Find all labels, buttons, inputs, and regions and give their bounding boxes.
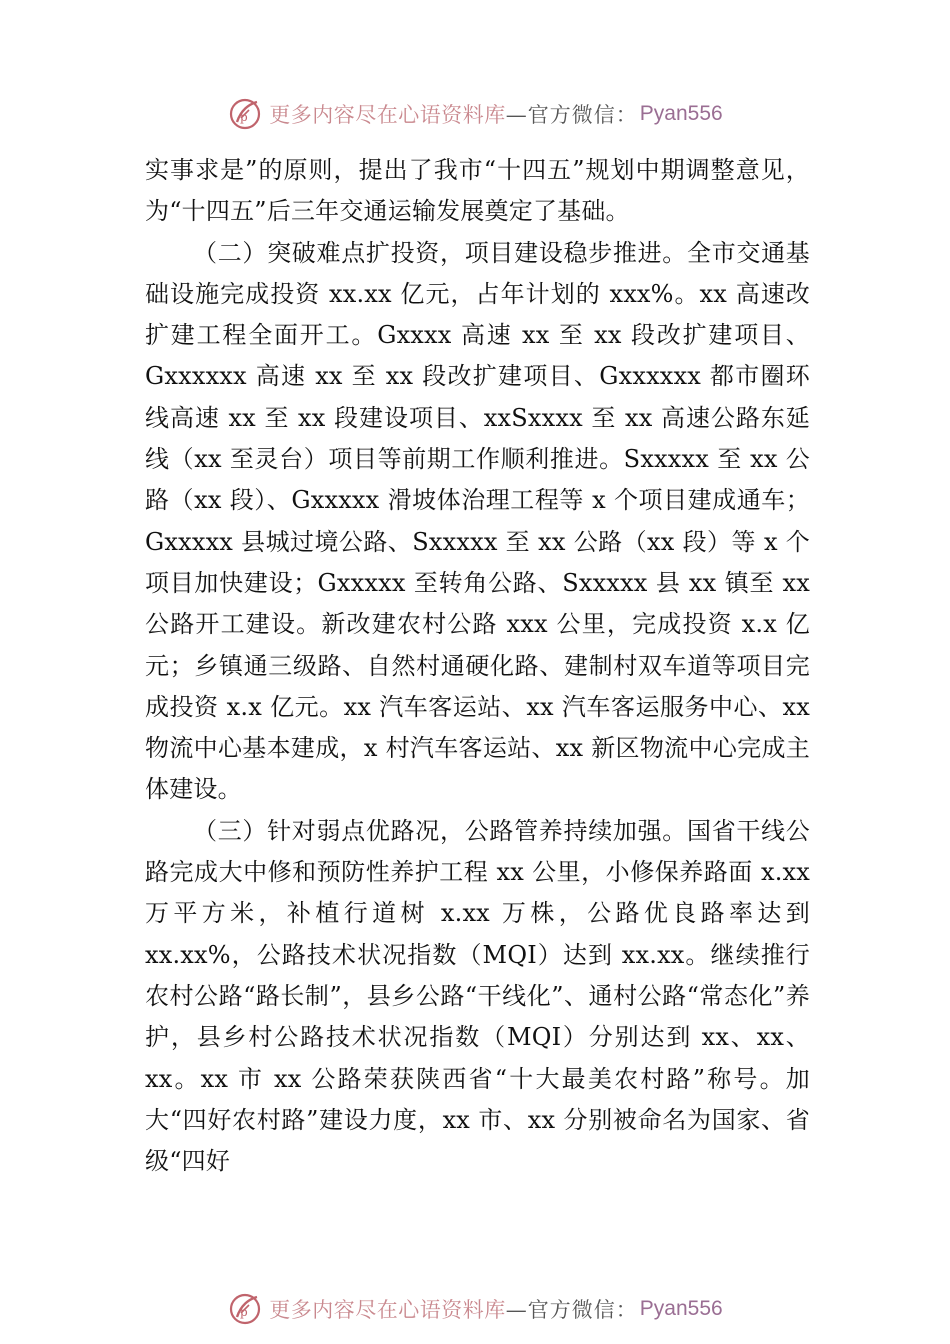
library-logo-icon: [227, 96, 263, 132]
library-logo-icon: [227, 1291, 263, 1327]
wechat-account-id: Pyan556: [639, 102, 723, 125]
svg-text:p: p: [240, 1305, 248, 1319]
paragraph-2: （二）突破难点扩投资，项目建设稳步推进。全市交通基础设施完成投资 xx.xx 亿元，占年计划的 xxx%。xx 高速改扩建工程全面开工。Gxxxx 高速 xx 至 xx 段改扩建项目、Gxxxxxx 高速 xx 至 xx 段改扩建项目、Gxxxxxx 都市圈环线高速 xx 至 xx 段建设项目、xxSxxxx 至 xx 高速公路东延线（xx 至灵台）项目等前期工作顺利推进。Sxxxxx 至 xx 公路（xx 段）、Gxxxxx 滑坡体治理工程等 x 个项目建成通车；Gxxxxx 县城过境公路、Sxxxxx 至 xx 公路（xx 段）等 x 个项目加快建设；Gxxxxx 至转角公路、Sxxxxx 县 xx 镇至 xx 公路开工建设。新改建农村公路 xxx 公里，完成投资 x.x 亿元；乡镇通三级路、自然村通硬化路、建制村双车道等项目完成投资 x.x 亿元。xx 汽车客运站、xx 汽车客运服务中心、xx 物流中心基本建成，x 村汽车客运站、xx 新区物流中心完成主体建设。: [145, 238, 810, 804]
svg-text:p: p: [240, 110, 248, 124]
official-wechat-label: —官方微信：: [505, 103, 638, 127]
official-wechat-label: —官方微信：: [505, 1298, 638, 1322]
footer-banner: [0, 1289, 950, 1329]
wechat-account-id: Pyan556: [639, 1297, 723, 1320]
paragraph-3: （三）针对弱点优路况，公路管养持续加强。国省干线公路完成大中修和预防性养护工程 xx 公里，小修保养路面 x.xx 万平方米，补植行道树 x.xx 万株，公路优良路率达到 xx.xx%，公路技术状况指数（MQI）达到 xx.xx。继续推行农村公路“路长制”，县乡公路“干线化”、通村公路“常态化”养护，县乡村公路技术状况指数（MQI）分别达到 xx、xx、xx。xx 市 xx 公路荣获陕西省“十大最美农村路”称号。加大“四好农村路”建设力度，xx 市、xx 分别被命名为国家、省级“四好: [145, 816, 810, 1176]
library-promo-text: 更多内容尽在心语资料库: [269, 1298, 506, 1322]
document-body: [145, 150, 810, 1182]
header-banner: [0, 94, 950, 134]
library-promo-text: 更多内容尽在心语资料库: [269, 103, 506, 127]
paragraph-1: 实事求是”的原则，提出了我市“十四五”规划中期调整意见，为“十四五”后三年交通运输发展奠定了基础。: [145, 156, 810, 226]
